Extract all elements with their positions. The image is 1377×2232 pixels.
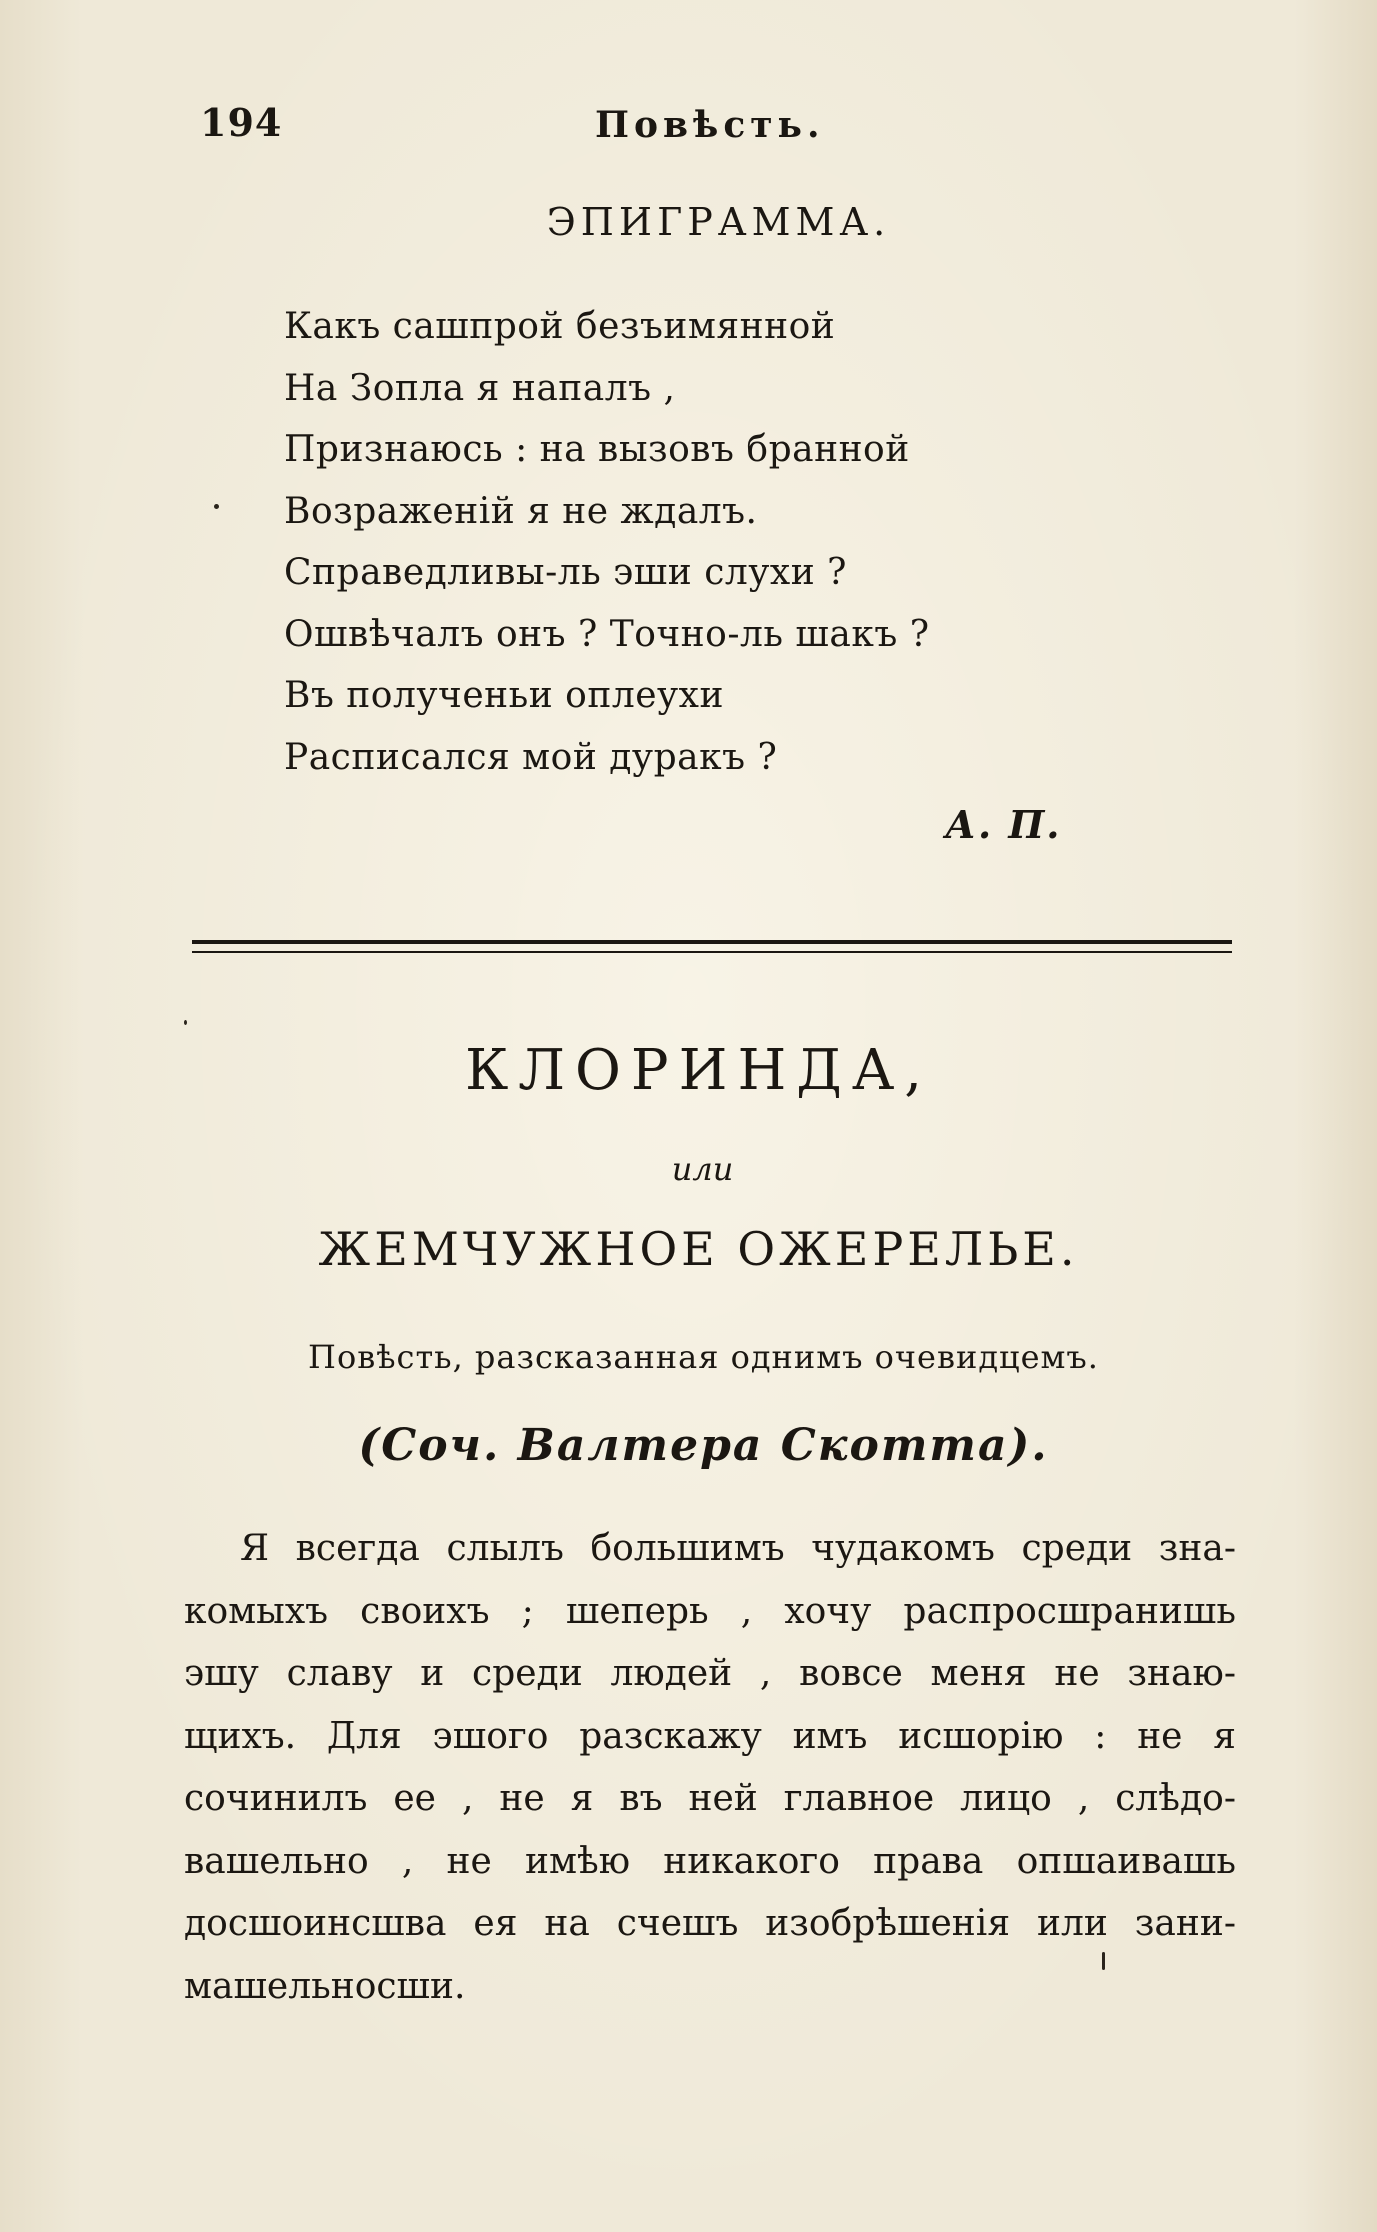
epigram-title: ЭПИГРАММА. bbox=[546, 200, 891, 244]
running-head: Повѣсть. bbox=[595, 104, 825, 146]
paragraph-line: щихъ. Для эшого разскажу имъ исшорію : не я bbox=[184, 1715, 1236, 1757]
epigram-signature: А. П. bbox=[945, 802, 1062, 847]
paragraph-line: комыхъ своихъ ; шеперь , хочу распросшранишь bbox=[184, 1590, 1236, 1632]
epigram-verse bbox=[284, 296, 930, 788]
page-number: 194 bbox=[200, 100, 283, 145]
ink-speck bbox=[184, 1020, 187, 1025]
verse-line: Признаюсь : на вызовъ бранной bbox=[284, 429, 910, 470]
story-subtitle: ЖЕМЧУЖНОЕ ОЖЕРЕЛЬЕ. bbox=[318, 1222, 1079, 1276]
verse-line: На Зопла я напалъ , bbox=[284, 367, 676, 409]
verse-line: Какъ сашпрой безъимянной bbox=[284, 306, 836, 347]
paragraph-line: вашельно , не имѣю никакого права опшаивашь bbox=[184, 1840, 1236, 1882]
page-header bbox=[200, 96, 1230, 156]
verse-line: Расписался мой дуракъ ? bbox=[284, 736, 778, 778]
verse-line: Ошвѣчалъ онъ ? Точно-ль шакъ ? bbox=[284, 613, 930, 655]
story-paragraph bbox=[184, 1518, 1236, 2018]
paragraph-line: сочинилъ ее , не я въ ней главное лицо , слѣдо- bbox=[184, 1778, 1236, 1819]
story-conjunction: или bbox=[671, 1150, 734, 1188]
story-attribution: (Соч. Валтера Скотта). bbox=[358, 1420, 1049, 1471]
story-title: КЛОРИНДА, bbox=[464, 1038, 933, 1103]
paragraph-line: машельносши. bbox=[184, 1965, 466, 2007]
ink-speck bbox=[214, 504, 219, 509]
paragraph-line: досшоинсшва ея на счешъ изобрѣшенія или зани- bbox=[184, 1903, 1236, 1944]
verse-line: Возраженій я не ждалъ. bbox=[284, 490, 758, 532]
section-divider-thin bbox=[192, 951, 1232, 953]
section-divider-thick bbox=[192, 940, 1232, 944]
paragraph-line: эшу славу и среди людей , вовсе меня не знаю- bbox=[184, 1653, 1236, 1694]
verse-line: Справедливы-ль эши слухи ? bbox=[284, 552, 847, 593]
paragraph-line: Я всегда слылъ большимъ чудакомъ среди зна- bbox=[240, 1528, 1236, 1569]
story-genre-line: Повѣсть, разсказанная однимъ очевидцемъ. bbox=[308, 1338, 1099, 1376]
ink-speck bbox=[1102, 1952, 1105, 1970]
verse-line: Въ полученьи оплеухи bbox=[284, 675, 724, 716]
